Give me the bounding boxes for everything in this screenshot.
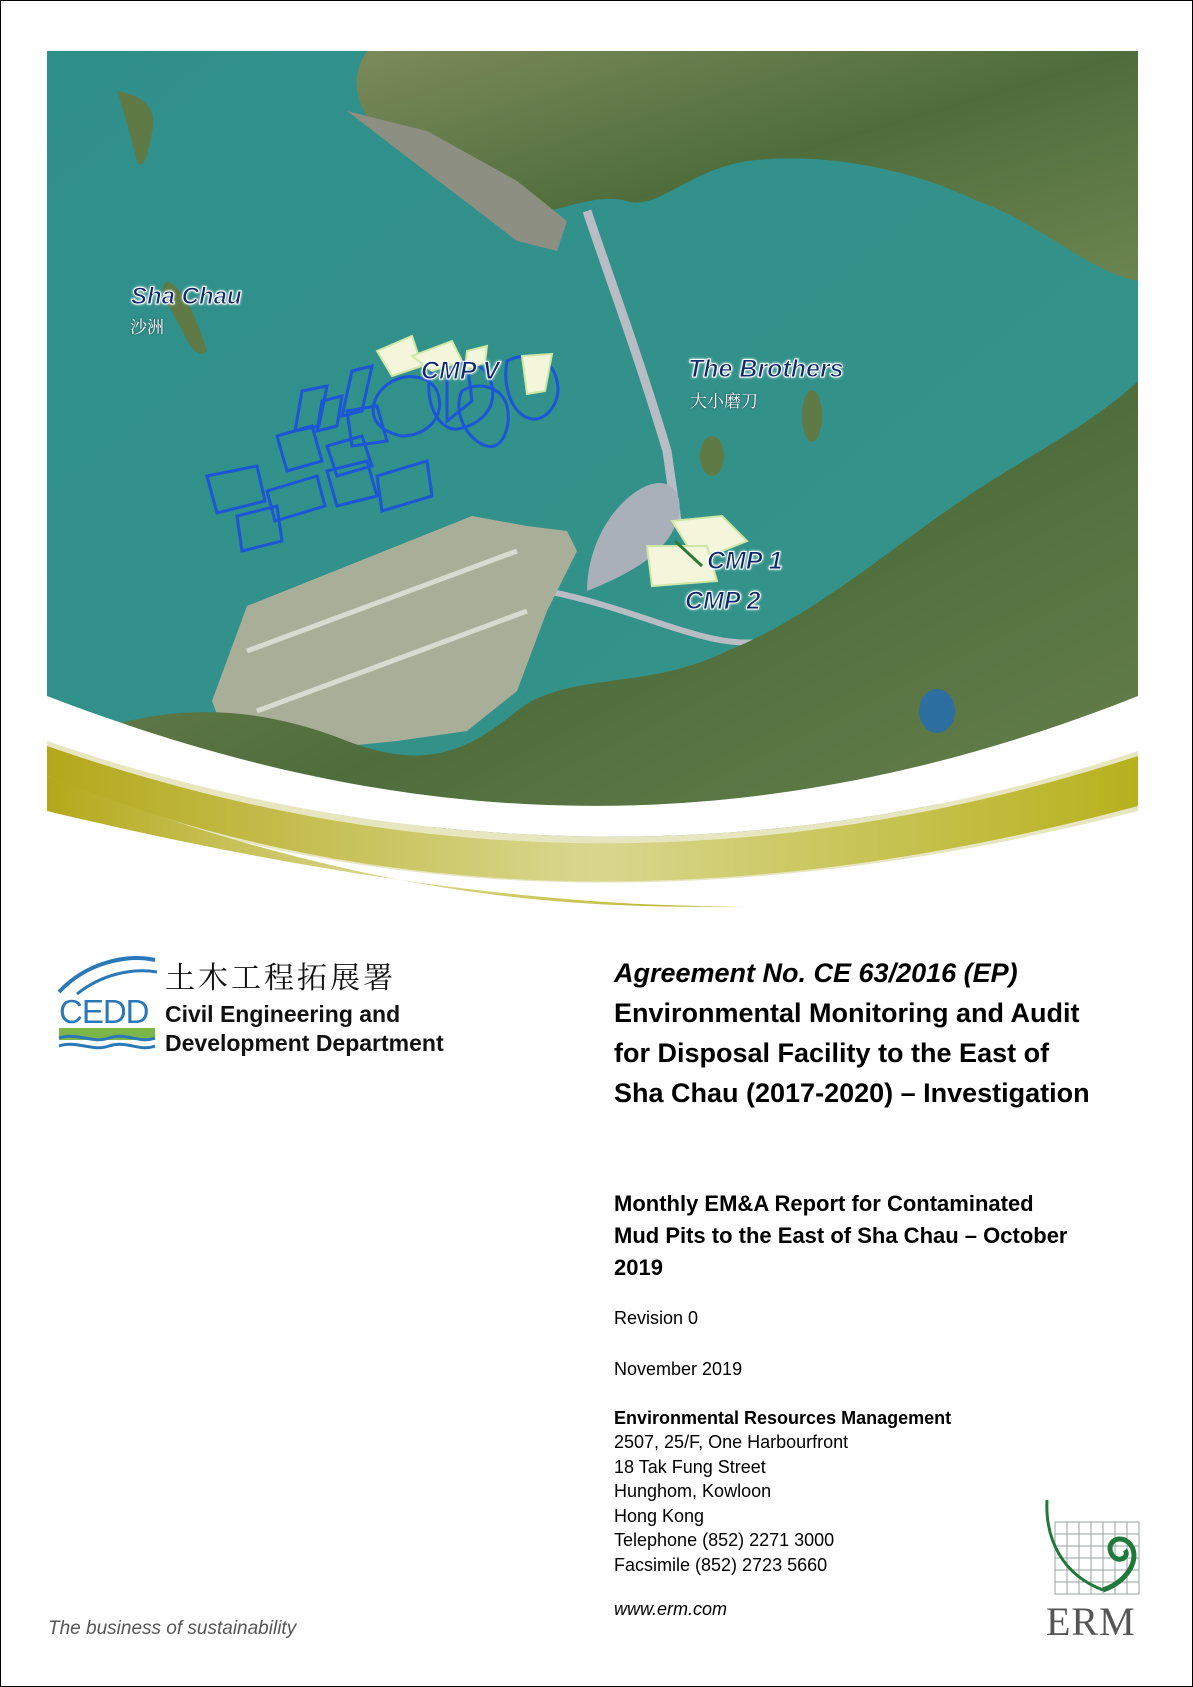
report-title-line-2: Mud Pits to the East of Sha Chau – October <box>614 1223 1068 1248</box>
map-label-cmp-2: CMP 2 <box>685 587 761 615</box>
aerial-map-graphic <box>47 51 1138 921</box>
website-link[interactable]: www.erm.com <box>614 1599 728 1619</box>
map-label-the-brothers: The Brothers <box>688 355 844 383</box>
report-title-line-3: 2019 <box>614 1255 663 1280</box>
report-title <box>614 1188 1134 1284</box>
telephone-line: Telephone (852) 2271 3000 <box>614 1530 835 1550</box>
map-label-cmp-1: CMP 1 <box>707 547 783 575</box>
project-title <box>614 993 1134 1113</box>
agreement-number: Agreement No. CE 63/2016 (EP) <box>614 958 1018 988</box>
facsimile-line: Facsimile (852) 2723 5660 <box>614 1554 828 1575</box>
project-title-line-2: for Disposal Facility to the East of <box>614 1038 1050 1068</box>
consultant-name: Environmental Resources Management <box>614 1408 952 1428</box>
map-label-sha-chau-chinese: 沙洲 <box>130 318 164 338</box>
cedd-abbreviation: CEDD <box>59 993 149 1030</box>
cover-aerial-map <box>47 51 1138 921</box>
cedd-english-line-1: Civil Engineering and <box>165 1001 401 1027</box>
report-title-line-1: Monthly EM&A Report for Contaminated <box>614 1191 1034 1216</box>
cedd-english-name <box>165 1000 444 1058</box>
footer-tagline: The business of sustainability <box>48 1618 297 1639</box>
address-line: 2507, 25/F, One Harbourfront <box>614 1432 849 1452</box>
erm-logo-text: ERM <box>1046 1599 1136 1644</box>
project-title-line-1: Environmental Monitoring and Audit <box>614 998 1080 1028</box>
address-line: Hong Kong <box>614 1505 705 1526</box>
address-line: 18 Tak Fung Street <box>614 1456 766 1477</box>
project-title-line-3: Sha Chau (2017-2020) – Investigation <box>614 1078 1090 1108</box>
map-label-the-brothers-chinese: 大小磨刀 <box>690 392 758 412</box>
cedd-chinese-name: 土木工程拓展署 <box>165 961 396 996</box>
map-label-sha-chau: Sha Chau <box>131 283 242 310</box>
cedd-english-line-2: Development Department <box>165 1030 444 1056</box>
revision-label: Revision 0 <box>614 1308 699 1328</box>
address-line: Hunghom, Kowloon <box>614 1481 772 1501</box>
map-label-cmp-v: CMP V <box>421 357 500 385</box>
issue-date: November 2019 <box>614 1359 743 1379</box>
